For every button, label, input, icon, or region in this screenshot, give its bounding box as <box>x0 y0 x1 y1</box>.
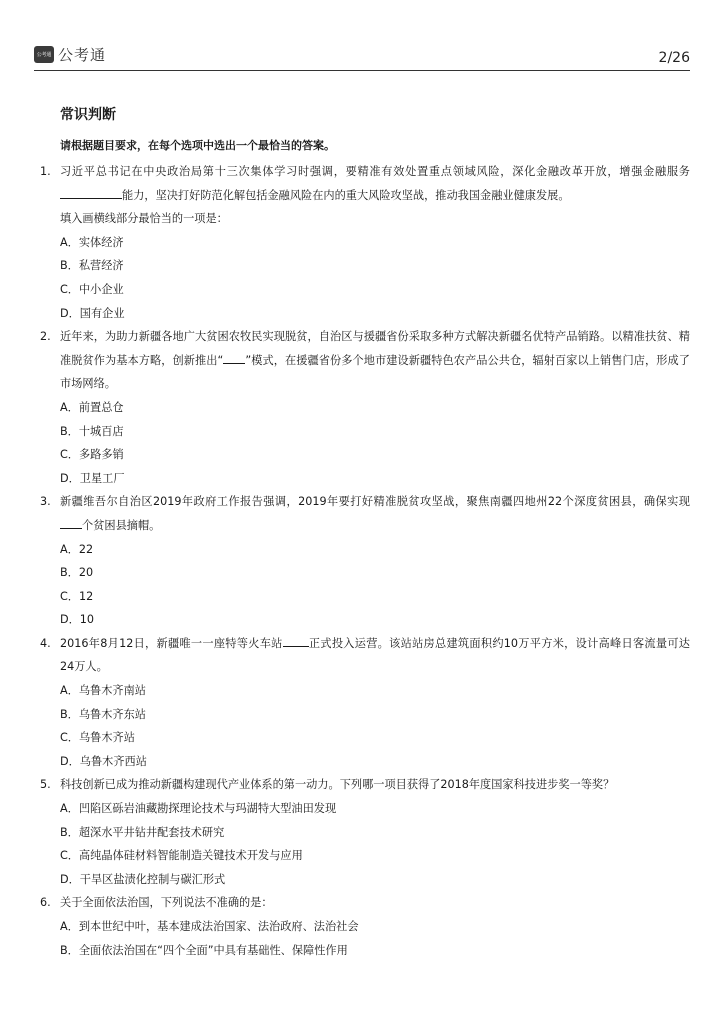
question-text-before: 2016年8月12日，新疆唯一一座特等火车站 <box>60 636 283 650</box>
question-number: 1. <box>40 165 51 178</box>
option-b: B．超深水平井钻井配套技术研究 <box>60 825 225 839</box>
logo-text: 公考通 <box>58 46 107 64</box>
question-number: 5. <box>40 778 51 792</box>
question-text-after: 个贫困县摘帽。 <box>82 518 161 532</box>
question-number: 6. <box>40 896 51 910</box>
option-d: D．卫星工厂 <box>60 471 125 485</box>
option-d: D．干旱区盐渍化控制与碳汇形式 <box>60 872 226 886</box>
option-b: B．私营经济 <box>60 259 124 273</box>
answer-blank <box>223 350 245 364</box>
question-text <box>60 160 690 207</box>
question-prompt: 填入画横线部分最恰当的一项是： <box>60 212 228 226</box>
option-b: B．20 <box>60 566 94 580</box>
question-text <box>60 490 690 537</box>
question-number: 4. <box>40 636 51 650</box>
question-5 <box>40 773 690 891</box>
question-text-before: 新疆维吾尔自治区2019年政府工作报告强调，2019年要打好精准脱贫攻坚战，聚焦南疆四地州22个深度贫困县，确保实现 <box>60 495 690 509</box>
question-1 <box>40 160 690 325</box>
option-d: D．乌鲁木齐西站 <box>60 754 147 768</box>
option-c: C．乌鲁木齐站 <box>60 731 135 745</box>
question-text <box>60 325 690 396</box>
option-c: C．12 <box>60 589 94 603</box>
answer-blank <box>283 633 309 647</box>
logo-badge: 公考通 <box>34 46 54 63</box>
option-c: C．多路多销 <box>60 448 124 462</box>
page-header <box>34 44 690 71</box>
option-a: A．22 <box>60 542 94 556</box>
question-text-before: 近年来，为助力新疆各地广大贫困农牧民实现脱贫，自治区与援疆省份采取多种方式解决新疆名优特产品销路。以精准扶贫、精准脱贫作为基本方略，创新推出“ <box>60 330 690 367</box>
question-text-after: 能力，坚决打好防范化解包括金融风险在内的重大风险攻坚战，推动我国金融业健康发展。 <box>122 188 570 202</box>
question-list <box>40 160 690 962</box>
question-number: 3. <box>40 495 51 509</box>
question-4 <box>40 632 690 774</box>
section-instruction: 请根据题目要求，在每个选项中选出一个最恰当的答案。 <box>60 139 335 152</box>
question-2 <box>40 325 690 490</box>
answer-blank <box>60 515 82 529</box>
question-text-after: 正式投入运营。该站站房总建筑面积约10万平方米，设计高峰日客流量可达24万人。 <box>60 636 690 674</box>
answer-blank <box>60 185 122 199</box>
option-c: C．中小企业 <box>60 282 124 296</box>
question-text-before: 习近平总书记在中央政治局第十三次集体学习时强调，要精准有效处置重点领域风险，深化金融改革开放，增强金融服务 <box>60 165 690 178</box>
option-b: B．十城百店 <box>60 424 124 438</box>
option-b: B．全面依法治国在“四个全面”中具有基础性、保障性作用 <box>60 943 348 957</box>
option-a: A．到本世纪中叶，基本建成法治国家、法治政府、法治社会 <box>60 920 359 933</box>
option-a: A．乌鲁木齐南站 <box>60 684 146 698</box>
option-b: B．乌鲁木齐东站 <box>60 707 146 721</box>
question-3 <box>40 490 690 632</box>
question-number: 2. <box>40 330 51 344</box>
option-a: A．凹陷区砾岩油藏勘探理论技术与玛湖特大型油田发现 <box>60 802 337 816</box>
option-c: C．高纯晶体硅材料智能制造关键技术开发与应用 <box>60 849 303 863</box>
page-number: 2/26 <box>658 50 690 66</box>
question-text: 科技创新已成为推动新疆构建现代产业体系的第一动力。下列哪一项目获得了2018年度国家科技进步奖一等奖？ <box>60 778 615 792</box>
section-title: 常识判断 <box>60 107 116 123</box>
logo <box>34 44 106 65</box>
option-d: D．国有企业 <box>60 306 125 320</box>
question-6 <box>40 891 690 962</box>
question-text <box>60 632 690 679</box>
question-text-after: ”模式，在援疆省份多个地市建设新疆特色农产品公共仓，辐射百家以上销售门店，形成了市场网络。 <box>60 353 690 391</box>
option-d: D．10 <box>60 613 95 627</box>
option-a: A．前置总仓 <box>60 400 124 414</box>
question-text: 关于全面依法治国，下列说法不准确的是： <box>60 896 273 910</box>
option-a: A．实体经济 <box>60 235 124 249</box>
